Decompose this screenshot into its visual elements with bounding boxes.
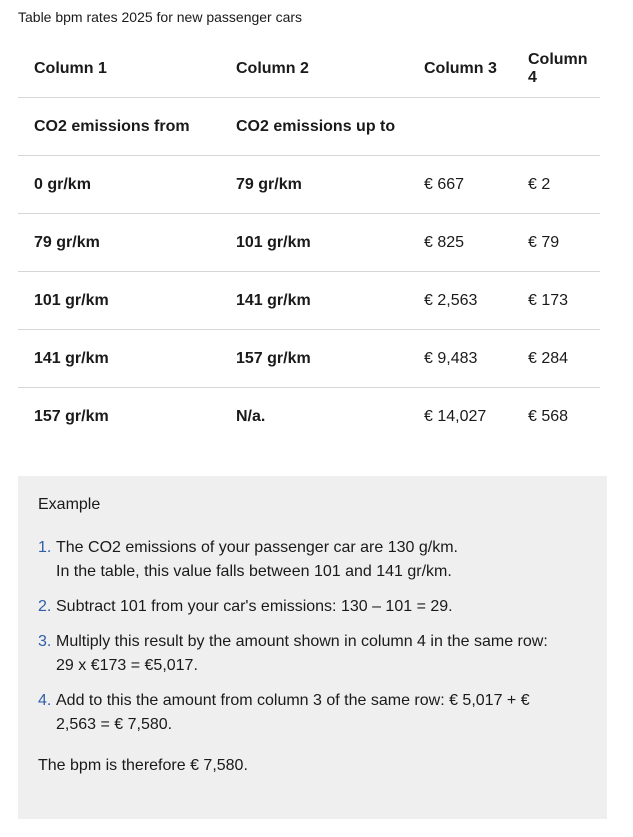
subheader-emissions-up-to: CO2 emissions up to bbox=[236, 98, 424, 156]
table-row bbox=[18, 388, 600, 446]
step-line: Subtract 101 from your car's emissions: 130 – 101 = 29. bbox=[56, 598, 453, 615]
step-text bbox=[56, 595, 587, 619]
step-number: 3. bbox=[38, 633, 52, 650]
cell-column-3: € 2,563 bbox=[424, 272, 528, 330]
cell-emissions-up-to: 157 gr/km bbox=[236, 330, 424, 388]
step-text bbox=[56, 536, 587, 584]
cell-emissions-from: 141 gr/km bbox=[18, 330, 236, 388]
table-row bbox=[18, 272, 600, 330]
cell-column-3: € 14,027 bbox=[424, 407, 487, 425]
cell-column-4: € 284 bbox=[528, 330, 600, 388]
empty-cell bbox=[528, 98, 600, 156]
cell-column-4: € 173 bbox=[528, 272, 600, 330]
cell-emissions-from: 79 gr/km bbox=[18, 214, 236, 272]
cell-emissions-up-to: 141 gr/km bbox=[236, 272, 424, 330]
cell-emissions-from: 101 gr/km bbox=[18, 272, 236, 330]
example-box bbox=[18, 476, 607, 819]
step-line: 2,563 = € 7,580. bbox=[56, 716, 173, 733]
cell-emissions-from: 0 gr/km bbox=[18, 156, 236, 214]
step-text bbox=[56, 689, 587, 737]
step-number: 2. bbox=[38, 598, 52, 615]
column-header-2: Column 2 bbox=[236, 40, 424, 98]
example-step bbox=[38, 536, 587, 584]
step-number: 1. bbox=[38, 539, 52, 556]
cell-emissions-up-to: 79 gr/km bbox=[236, 156, 424, 214]
cell-column-4: € 568 bbox=[528, 407, 569, 425]
cell-column-4: € 2 bbox=[528, 156, 600, 214]
example-step bbox=[38, 630, 587, 678]
step-line: 29 x €173 = €5,017. bbox=[56, 657, 198, 674]
step-line: Multiply this result by the amount shown in column 4 in the same row: bbox=[56, 633, 548, 650]
cell-emissions-from: 157 gr/km bbox=[34, 407, 109, 425]
table-subheader-row bbox=[18, 98, 600, 156]
step-text bbox=[56, 630, 587, 678]
table-row bbox=[18, 330, 600, 388]
column-header-1: Column 1 bbox=[18, 40, 236, 98]
example-steps bbox=[38, 536, 587, 737]
cell-emissions-up-to: 101 gr/km bbox=[236, 214, 424, 272]
table-row bbox=[18, 156, 600, 214]
step-line: The CO2 emissions of your passenger car are 130 g/km. bbox=[56, 539, 458, 556]
cell-emissions-up-to: N/a. bbox=[236, 407, 266, 425]
step-line: In the table, this value falls between 101 and 141 gr/km. bbox=[56, 563, 452, 580]
table-caption: Table bpm rates 2025 for new passenger cars bbox=[18, 9, 303, 25]
empty-cell bbox=[424, 98, 528, 156]
example-step bbox=[38, 689, 587, 737]
cell-column-3: € 9,483 bbox=[424, 330, 528, 388]
column-header-3: Column 3 bbox=[424, 40, 528, 98]
subheader-emissions-from: CO2 emissions from bbox=[18, 98, 236, 156]
step-line: Add to this the amount from column 3 of the same row: € 5,017 + € bbox=[56, 692, 530, 709]
cell-column-4: € 79 bbox=[528, 214, 600, 272]
bpm-rates-table bbox=[18, 40, 600, 445]
example-conclusion: The bpm is therefore € 7,580. bbox=[38, 757, 248, 774]
cell-column-3: € 667 bbox=[424, 156, 528, 214]
column-header-4: Column 4 bbox=[528, 40, 600, 98]
table-header-row bbox=[18, 40, 600, 98]
example-step bbox=[38, 595, 587, 619]
cell-column-3: € 825 bbox=[424, 214, 528, 272]
table-row bbox=[18, 214, 600, 272]
example-title: Example bbox=[38, 496, 101, 513]
step-number: 4. bbox=[38, 692, 52, 709]
